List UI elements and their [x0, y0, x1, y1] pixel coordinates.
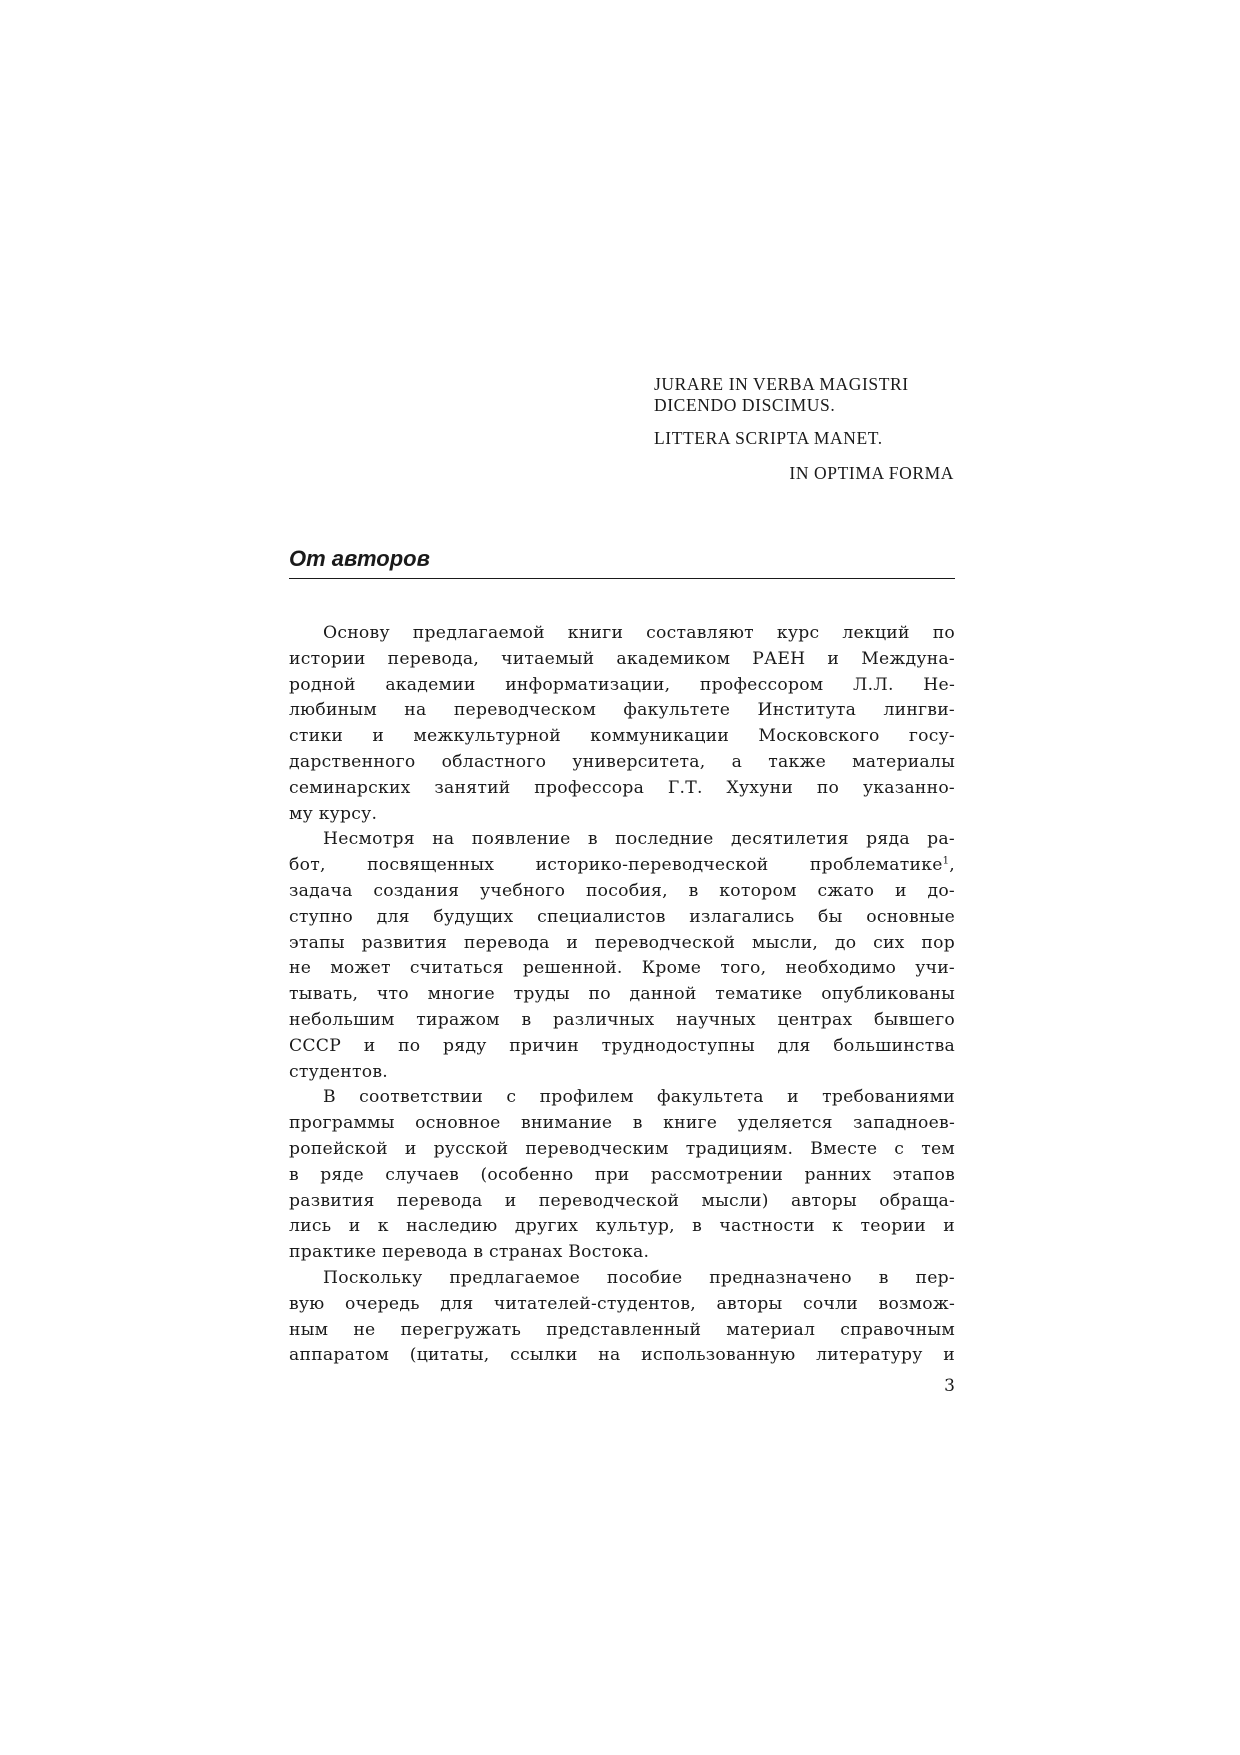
text-line: не может считаться решенной. Кроме того, необходимо учи- [289, 958, 955, 979]
text-fragment: , [949, 855, 955, 876]
footnote-marker[interactable]: 1 [942, 855, 950, 867]
epigraph-line: IN OPTIMA FORMA [789, 463, 954, 483]
text-line: практике перевода в странах Востока. [289, 1242, 650, 1263]
text-fragment: бот, посвященных историко-переводческой проблематике [289, 855, 943, 876]
text-line: В соответствии с профилем факультета и требованиями [323, 1087, 955, 1108]
text-line: истории перевода, читаемый академиком РАЕН и Междуна- [289, 648, 955, 669]
body-text [289, 621, 955, 1369]
text-line: развития перевода и переводческой мысли) авторы обраща- [289, 1190, 955, 1211]
text-line: программы основное внимание в книге уделяется западноев- [289, 1113, 955, 1134]
text-line: в ряде случаев (особенно при рассмотрении ранних этапов [289, 1164, 955, 1185]
epigraph-line: LITTERA SCRIPTA MANET. [654, 428, 883, 448]
text-line: семинарских занятий профессора Г.Т. Хухуни по указанно- [289, 777, 955, 798]
text-line: студентов. [289, 1061, 388, 1082]
text-line: СССР и по ряду причин труднодоступны для большинства [289, 1035, 955, 1056]
epigraph [654, 374, 954, 484]
text-line: ропейской и русской переводческим традициям. Вместе с тем [289, 1138, 955, 1159]
section-heading: От авторов [289, 545, 955, 579]
text-line: Основу предлагаемой книги составляют курс лекций по [323, 623, 955, 643]
epigraph-line: JURARE IN VERBA MAGISTRI [654, 374, 909, 394]
text-line: аппаратом (цитаты, ссылки на использованную литературу и [289, 1345, 955, 1366]
text-line: ступно для будущих специалистов излагались бы основные [289, 906, 955, 927]
text-line: стики и межкультурной коммуникации Московского госу- [289, 726, 955, 747]
text-line: Поскольку предлагаемое пособие предназначено в пер- [323, 1267, 955, 1288]
epigraph-line: DICENDO DISCIMUS. [654, 395, 836, 415]
text-line: му курсу. [289, 803, 378, 824]
text-line: Несмотря на появление в последние десятилетия ряда ра- [323, 829, 955, 850]
text-line: небольшим тиражом в различных научных центрах бывшего [289, 1009, 955, 1030]
text-line: ным не перегружать представленный материал справочным [289, 1319, 955, 1340]
text-line: любиным на переводческом факультете Института лингви- [289, 700, 955, 721]
text-line: лись и к наследию других культур, в частности к теории и [289, 1216, 955, 1237]
text-line: этапы развития перевода и переводческой мысли, до сих пор [289, 932, 955, 953]
text-line [289, 853, 955, 879]
page-number: 3 [944, 1376, 955, 1396]
text-line: родной академии информатизации, профессором Л.Л. Не- [289, 674, 955, 695]
text-line: вую очередь для читателей-студентов, авторы сочли возмож- [289, 1293, 955, 1314]
text-line: тывать, что многие труды по данной тематике опубликованы [289, 984, 955, 1005]
text-line: задача создания учебного пособия, в котором сжато и до- [289, 880, 955, 901]
text-line: дарственного областного университета, а также материалы [289, 751, 955, 772]
